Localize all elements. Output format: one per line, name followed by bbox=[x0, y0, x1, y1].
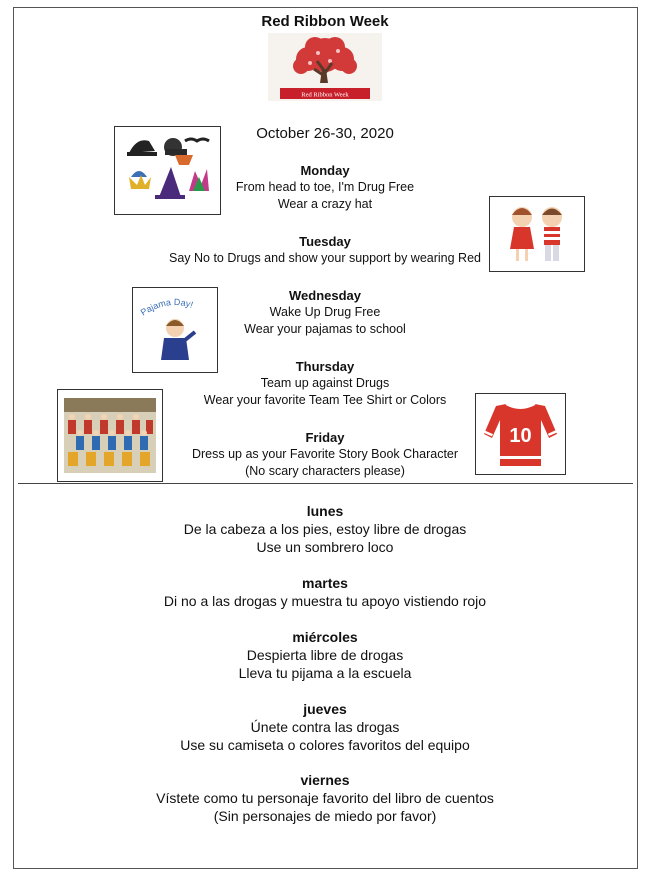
day-heading: Tuesday bbox=[299, 234, 351, 249]
red-ribbon-tree-logo bbox=[268, 33, 382, 101]
viernes-block bbox=[0, 771, 650, 825]
day-line: Wear a crazy hat bbox=[277, 197, 373, 211]
day-line: Vístete como tu personaje favorito del libro de cuentos bbox=[156, 790, 494, 806]
day-line: Say No to Drugs and show your support by wearing Red bbox=[169, 251, 481, 265]
language-divider bbox=[18, 483, 633, 484]
day-line: Wear your favorite Team Tee Shirt or Colors bbox=[203, 393, 447, 407]
day-line: Lleva tu pijama a la escuela bbox=[238, 665, 412, 681]
day-heading: martes bbox=[302, 575, 348, 591]
jersey-number: 10 bbox=[509, 425, 532, 447]
day-heading: Friday bbox=[305, 430, 345, 445]
day-heading: Monday bbox=[300, 163, 350, 178]
wednesday-block bbox=[0, 287, 650, 338]
day-line: De la cabeza a los pies, estoy libre de drogas bbox=[183, 521, 467, 537]
day-line: Use su camiseta o colores favoritos del equipo bbox=[180, 737, 470, 753]
day-heading: Wednesday bbox=[288, 288, 361, 303]
monday-block bbox=[0, 162, 650, 213]
friday-block bbox=[0, 429, 650, 480]
day-heading: viernes bbox=[300, 772, 350, 788]
thursday-block bbox=[0, 358, 650, 409]
day-line: Di no a las drogas y muestra tu apoyo vistiendo rojo bbox=[163, 593, 487, 609]
day-line: Despierta libre de drogas bbox=[246, 647, 404, 663]
logo-caption: Red Ribbon Week bbox=[301, 91, 349, 99]
miercoles-block bbox=[0, 628, 650, 682]
day-line: Wake Up Drug Free bbox=[269, 305, 381, 319]
day-heading: miércoles bbox=[292, 629, 358, 645]
day-line: Únete contra las drogas bbox=[250, 719, 400, 735]
tuesday-block bbox=[0, 233, 650, 267]
lunes-block bbox=[0, 502, 650, 556]
day-line: Use un sombrero loco bbox=[256, 539, 394, 555]
pajama-day-sign: Pajama Day! bbox=[138, 296, 195, 318]
day-heading: Thursday bbox=[295, 359, 355, 374]
day-heading: lunes bbox=[306, 503, 344, 519]
day-line: From head to toe, I'm Drug Free bbox=[235, 180, 415, 194]
day-line: (Sin personajes de miedo por favor) bbox=[213, 808, 437, 824]
martes-block bbox=[0, 574, 650, 610]
page-title: Red Ribbon Week bbox=[261, 13, 389, 30]
day-line: Wear your pajamas to school bbox=[244, 322, 406, 336]
day-line: Dress up as your Favorite Story Book Character bbox=[191, 447, 459, 461]
day-line: (No scary characters please) bbox=[245, 464, 405, 478]
day-heading: jueves bbox=[303, 701, 347, 717]
event-date: October 26-30, 2020 bbox=[256, 125, 394, 142]
jueves-block bbox=[0, 700, 650, 754]
day-line: Team up against Drugs bbox=[260, 376, 390, 390]
